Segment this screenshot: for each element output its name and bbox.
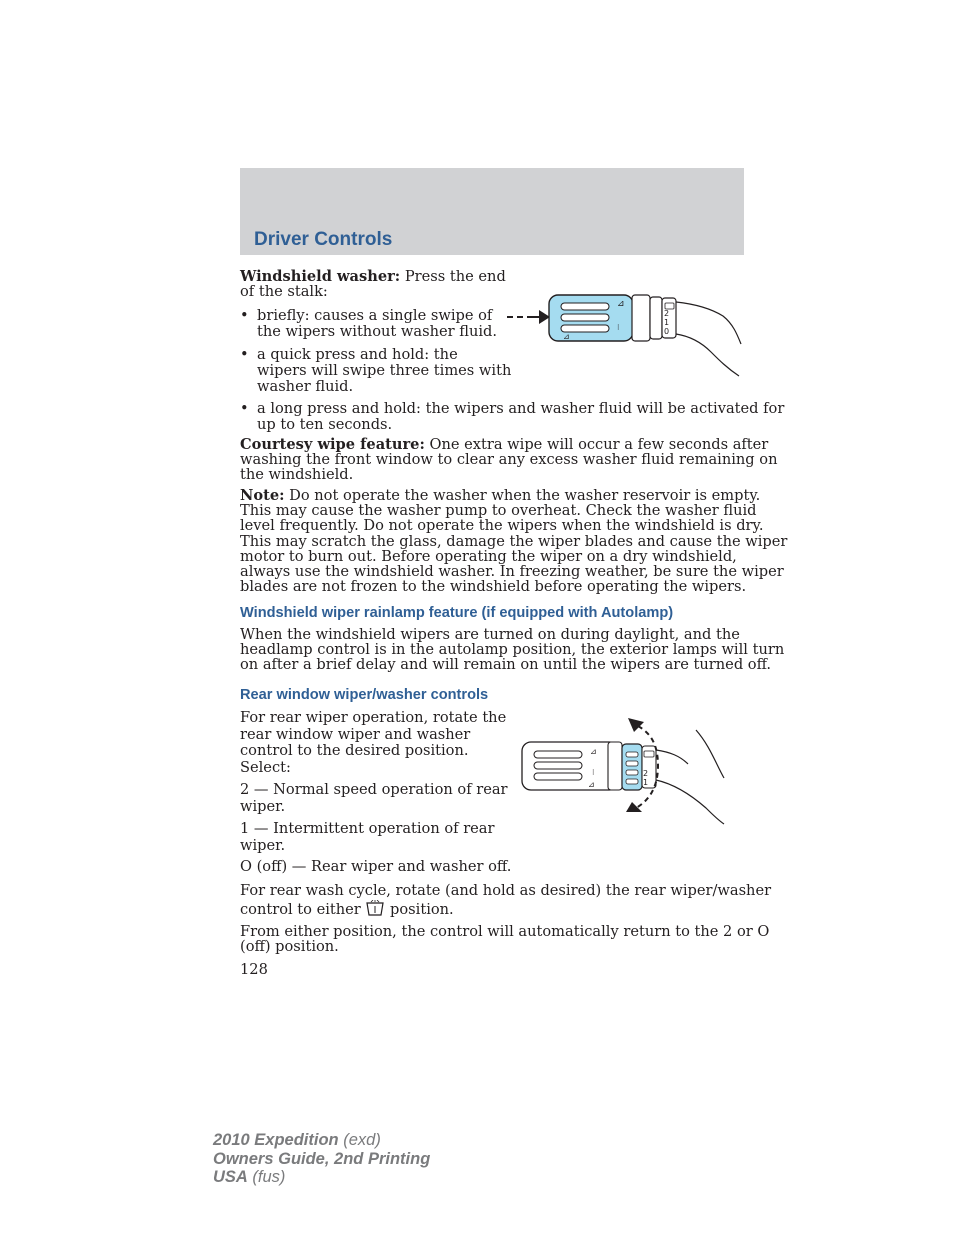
rear-intro-paragraph <box>240 710 506 776</box>
bullet-dot: • <box>240 400 249 417</box>
rainlamp-paragraph <box>240 627 784 673</box>
svg-text:⊿: ⊿ <box>588 780 595 789</box>
wash-text: position. <box>385 901 454 918</box>
note-paragraph <box>240 488 787 594</box>
dial-label: 1 <box>643 778 649 787</box>
svg-text:⊿: ⊿ <box>563 332 570 341</box>
note-label: Note: <box>240 487 285 504</box>
footer-printing: Owners Guide, 2nd Printing <box>213 1149 431 1168</box>
bullet-text: briefly: causes a single swipe of <box>257 307 493 324</box>
svg-text:⁝: ⁝ <box>592 768 595 777</box>
section-title: Driver Controls <box>254 229 393 250</box>
page-number: 128 <box>240 961 268 978</box>
courtesy-text: One extra wipe will occur a few seconds after <box>424 436 769 453</box>
rear-intro-text: rear window wiper and washer <box>240 725 471 743</box>
option-text: wiper. <box>240 836 286 854</box>
note-text: Do not operate the washer when the washer reservoir is empty. <box>284 487 761 504</box>
svg-text:⊿: ⊿ <box>590 747 597 756</box>
washer-bullet-long <box>240 401 784 433</box>
bullet-text: a long press and hold: the wipers and washer fluid will be activated for <box>257 400 785 417</box>
washer-text-2: of the stalk: <box>240 283 328 301</box>
bullet-text: the wipers without washer fluid. <box>257 323 498 340</box>
washer-text-1: Press the end <box>400 268 506 285</box>
washer-intro <box>240 269 506 299</box>
washer-label: Windshield washer: <box>240 268 401 285</box>
washer-bullet-quick <box>240 347 511 395</box>
wash-text: For rear wash cycle, rotate (and hold as desired) the rear wiper/washer <box>240 882 772 899</box>
footer-market: USA <box>213 1168 248 1186</box>
bullet-dot: • <box>240 307 249 324</box>
dial-label: 1 <box>664 318 670 327</box>
footer-market-code: (fus) <box>247 1168 286 1186</box>
dial-label: 2 <box>643 769 649 778</box>
push-arrow-icon <box>507 310 550 324</box>
rainlamp-text: on after a brief delay and will remain on until the wipers are turned off. <box>240 656 772 674</box>
dial-label: 2 <box>664 309 670 318</box>
document-footer <box>213 1131 430 1187</box>
rear-intro-text: control to the desired position. <box>240 742 469 759</box>
bullet-text: a quick press and hold: the <box>257 346 458 363</box>
rainlamp-heading: Windshield wiper rainlamp feature (if equipped with Autolamp) <box>240 605 674 621</box>
note-text: blades are not frozen to the windshield before operating the wipers. <box>240 578 747 596</box>
section-header-band <box>240 168 744 255</box>
option-text: 1 — Intermittent operation of rear <box>240 820 495 837</box>
washer-bullet-brief <box>240 308 497 340</box>
rainlamp-text: When the windshield wipers are turned on during daylight, and the <box>240 626 740 643</box>
rear-wiper-dial <box>622 744 642 790</box>
note-text: This may cause the washer pump to overheat. Check the washer fluid <box>240 502 757 520</box>
rear-option-2 <box>240 782 508 815</box>
note-text: level frequently. Do not operate the wipers when the windshield is dry. <box>240 517 764 535</box>
rear-option-off: O (off) — Rear wiper and washer off. <box>240 858 512 875</box>
rear-option-1 <box>240 821 495 854</box>
courtesy-label: Courtesy wipe feature: <box>240 436 425 453</box>
dial-label: 0 <box>664 327 670 336</box>
wash-text: control to either <box>240 901 366 918</box>
stalk-end-cap <box>549 295 633 341</box>
option-text: 2 — Normal speed operation of rear <box>240 781 508 798</box>
rainlamp-text: headlamp control is in the autolamp position, the exterior lamps will turn <box>240 641 785 659</box>
courtesy-wipe-paragraph <box>240 437 777 483</box>
bullet-text: wipers will swipe three times with <box>257 362 512 379</box>
courtesy-text: the windshield. <box>240 466 354 484</box>
rear-intro-text: For rear wiper operation, rotate the <box>240 709 507 726</box>
return-text: From either position, the control will automatically return to the 2 or O <box>240 923 770 940</box>
courtesy-text: washing the front window to clear any excess washer fluid remaining on <box>240 451 778 469</box>
return-text: (off) position. <box>240 938 339 956</box>
rear-wash-paragraph <box>240 882 771 919</box>
rear-wiper-rotary-figure <box>520 714 726 826</box>
svg-text:⁝: ⁝ <box>617 323 620 332</box>
footer-model-code: (exd) <box>338 1131 381 1149</box>
note-text: always use the windshield washer. In freezing weather, be sure the wiper <box>240 563 784 581</box>
note-text: This may scratch the glass, damage the wiper blades and cause the wiper <box>240 532 788 550</box>
rear-intro-text: Select: <box>240 758 291 776</box>
note-text: motor to burn out. Before operating the wiper on a dry windshield, <box>240 547 737 565</box>
bullet-text: washer fluid. <box>257 378 354 395</box>
return-paragraph <box>240 924 769 954</box>
footer-model: 2010 Expedition <box>213 1131 339 1149</box>
rear-wiper-heading: Rear window wiper/washer controls <box>240 687 489 703</box>
rear-washer-icon <box>365 900 385 918</box>
bullet-text: up to ten seconds. <box>257 416 393 433</box>
bullet-dot: • <box>240 346 249 363</box>
option-text: wiper. <box>240 797 286 815</box>
washer-stalk-figure <box>505 286 745 378</box>
svg-text:⊿: ⊿ <box>617 299 625 309</box>
